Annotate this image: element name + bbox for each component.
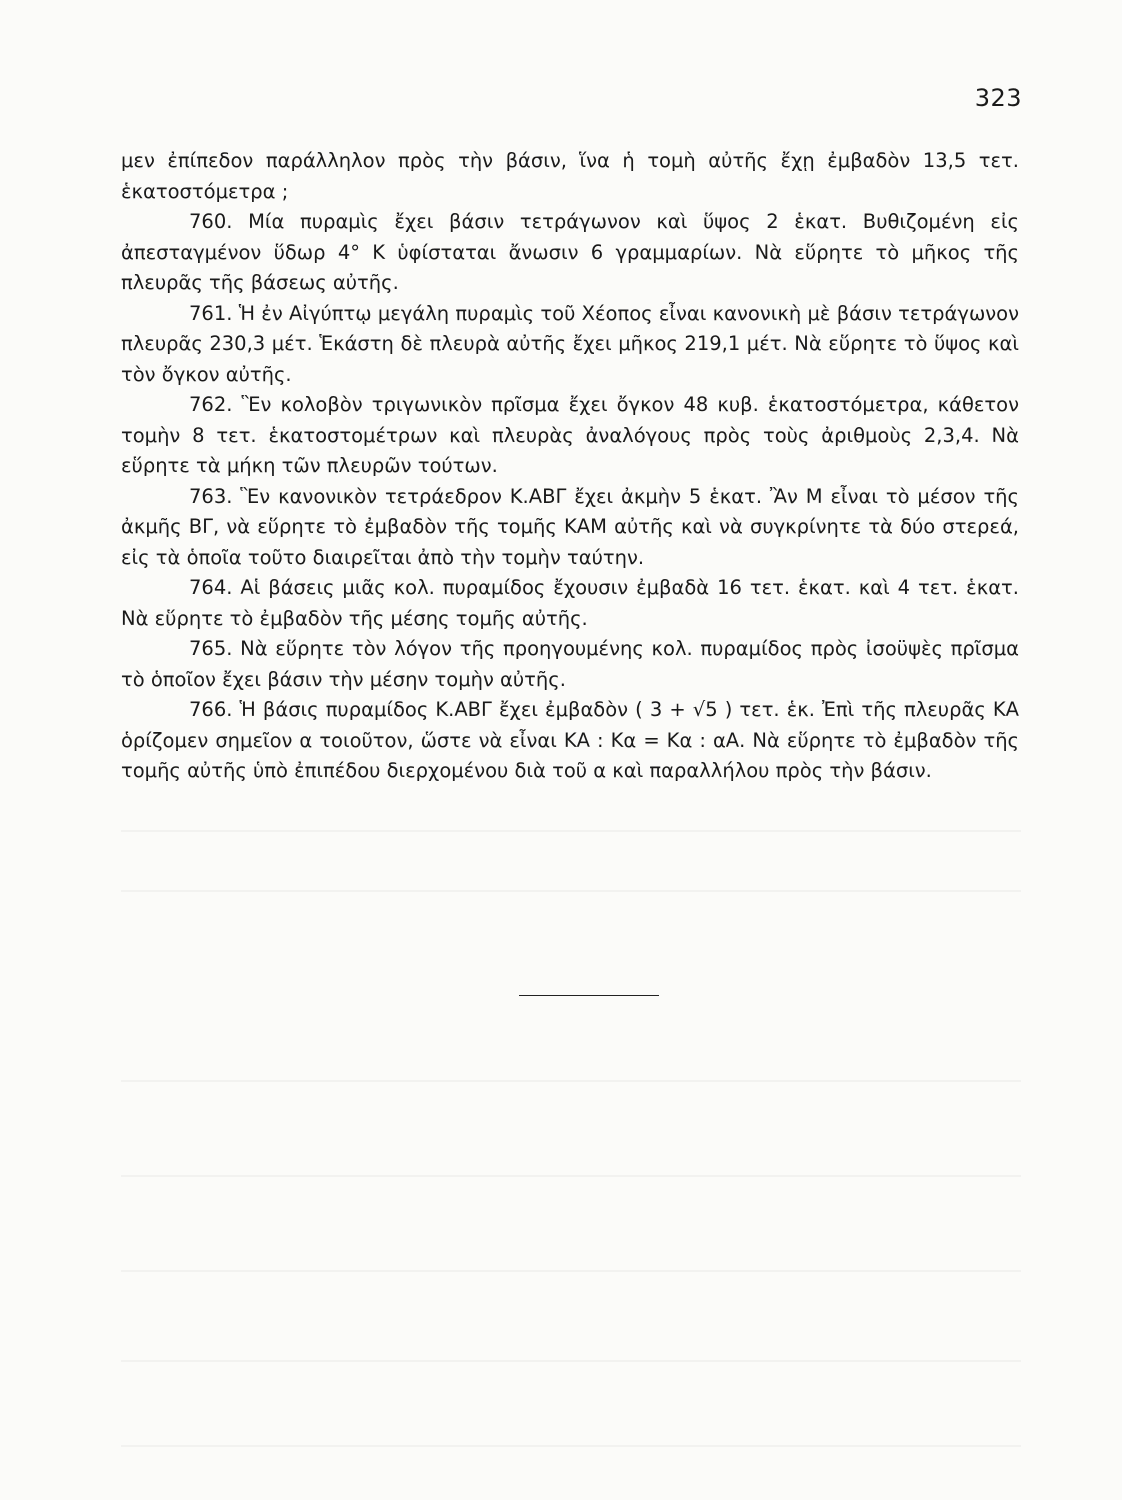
show-through-line — [121, 1175, 1021, 1177]
problem-764: 764. Αἱ βάσεις μιᾶς κολ. πυραμίδος ἔχουσιν ἐμβαδὰ 16 τετ. ἑκατ. καὶ 4 τετ. ἑκατ. Νὰ εὕρητε τὸ ἐμβαδὸν τῆς μέσης τομῆς αὐτῆς. — [121, 576, 1019, 630]
page-number: 323 — [974, 84, 1022, 112]
problem-760: 760. Μία πυραμὶς ἔχει βάσιν τετράγωνον καὶ ὕψος 2 ἑκατ. Βυθιζομένη εἰς ἀπεσταγμένον ὕδωρ 4° Κ ὑφίσταται ἄνωσιν 6 γραμμαρίων. Νὰ εὕρητε τὸ μῆκος τῆς πλευρᾶς τῆς βάσεως αὐτῆς. — [121, 210, 1019, 294]
problem-list — [121, 146, 1019, 787]
section-divider — [519, 995, 659, 996]
show-through-line — [121, 1270, 1021, 1272]
problem-762: 762. Ἓν κολοβὸν τριγωνικὸν πρῖσμα ἔχει ὄγκον 48 κυβ. ἑκατοστόμετρα, κάθετον τομὴν 8 τετ. ἑκατοστομέτρων καὶ πλευρὰς ἀναλόγους πρὸς τοὺς ἀριθμοὺς 2,3,4. Νὰ εὕρητε τὰ μήκη τῶν πλευρῶν τούτων. — [121, 393, 1019, 477]
continued-paragraph: μεν ἐπίπεδον παράλληλον πρὸς τὴν βάσιν, ἵνα ἡ τομὴ αὐτῆς ἔχῃ ἐμβαδὸν 13,5 τετ. ἑκατοστόμετρα ; — [121, 149, 1019, 203]
show-through-line — [121, 1080, 1021, 1082]
problem-765: 765. Νὰ εὕρητε τὸν λόγον τῆς προηγουμένης κολ. πυραμίδος πρὸς ἰσοϋψὲς πρῖσμα τὸ ὁποῖον ἔχει βάσιν τὴν μέσην τομὴν αὐτῆς. — [121, 637, 1019, 691]
problem-763: 763. Ἓν κανονικὸν τετράεδρον Κ.ΑΒΓ ἔχει ἀκμὴν 5 ἑκατ. Ἂν Μ εἶναι τὸ μέσον τῆς ἀκμῆς ΒΓ, νὰ εὕρητε τὸ ἐμβαδὸν τῆς τομῆς ΚΑΜ αὐτῆς καὶ νὰ συγκρίνητε τὰ δύο στερεά, εἰς τὰ ὁποῖα τοῦτο διαιρεῖται ἀπὸ τὴν τομὴν ταύτην. — [121, 484, 1019, 569]
problem-766: 766. Ἡ βάσις πυραμίδος Κ.ΑΒΓ ἔχει ἐμβαδὸν ( 3 + √5 ) τετ. ἑκ. Ἐπὶ τῆς πλευρᾶς ΚΑ ὁρίζομεν σημεῖον α τοιοῦτον, ὥστε νὰ εἶναι ΚΑ : Κα = Κα : αΑ. Νὰ εὕρητε τὸ ἐμβαδὸν τῆς τομῆς αὐτῆς ὑπὸ ἐπιπέδου διερχομένου διὰ τοῦ α καὶ παραλλήλου πρὸς τὴν βάσιν. — [121, 698, 1019, 782]
show-through-line — [121, 1360, 1021, 1362]
show-through-line — [121, 1445, 1021, 1447]
show-through-line — [121, 830, 1021, 832]
problem-761: 761. Ἡ ἐν Αἰγύπτῳ μεγάλη πυραμὶς τοῦ Χέοπος εἶναι κανονικὴ μὲ βάσιν τετράγωνον πλευρᾶς 230,3 μέτ. Ἑκάστη δὲ πλευρὰ αὐτῆς ἔχει μῆκος 219,1 μέτ. Νὰ εὕρητε τὸ ὕψος καὶ τὸν ὄγκον αὐτῆς. — [121, 301, 1019, 386]
show-through-line — [121, 890, 1021, 892]
